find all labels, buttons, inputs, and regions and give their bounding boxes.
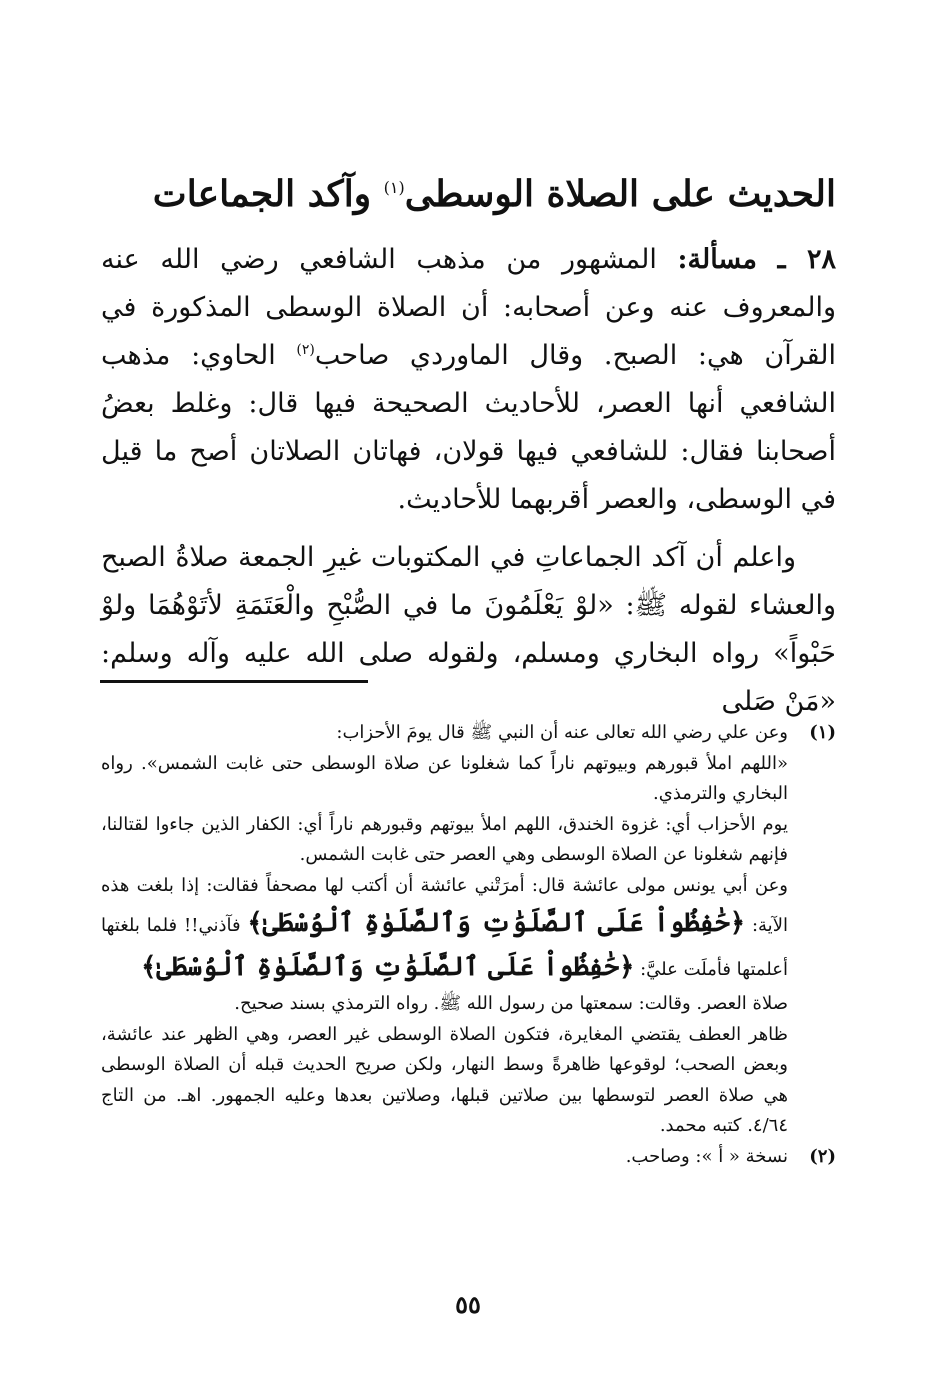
paragraph-1-text-b: الحاوي: مذهب الشافعي أنها العصر، للأحاديث الصحيحة فيها قال: وغلط بعضُ أصحابنا فقال: للشافعي فيها قولان، فهاتان الصلاتان أصح ما قيل في الوسطى، والعصر أقربهما للأحاديث. <box>101 340 836 515</box>
footnote-ref-1[interactable]: (١) <box>383 178 405 197</box>
footnote-2-text: نسخة « أ »: وصاحب. <box>625 1145 788 1167</box>
footnote-1-number: (١) <box>809 722 836 743</box>
footnote-2-number: (٢) <box>809 1145 836 1167</box>
footnote-1-line-2: «اللهم املأ قبورهم وبيوتهم ناراً كما شغلونا عن صلاة الوسطى حتى غابت الشمس». رواه البخاري والترمذي. <box>101 752 788 804</box>
quran-verse-1: ﴿حَٰفِظُواْ عَلَى ٱلصَّلَوَٰتِ وَٱلصَّلَوٰةِ ٱلْوُسْطَىٰ﴾ <box>247 908 746 938</box>
footnote-separator <box>100 680 368 683</box>
issue-number: ٢٨ ـ <box>777 244 837 275</box>
main-text <box>101 236 836 726</box>
paragraph-1-text-a: المشهور من مذهب الشافعي رضي الله عنه والمعروف عنه وعن أصحابه: أن الصلاة الوسطى المذكورة في القرآن هي: الصبح. وقال الماوردي صاحب <box>101 244 837 371</box>
footnote-1-line-3: يوم الأحزاب أي: غزوة الخندق، اللهم املأ بيوتهم وقبورهم ناراً أي: الكفار الذين جاءوا لقتالنا، فإنهم شغلونا عن الصلاة الوسطى وهي العصر حتى غابت الشمس. <box>101 813 788 865</box>
footnote-1-line-1: وعن علي رضي الله تعالى عنه أن النبي ﷺ قال يومَ الأحزاب: <box>336 722 788 743</box>
footnote-1-line-5-text: فآذني!! فلما بلغتها أعلمتها فأملَت عليَّ: <box>101 915 788 980</box>
issue-label: مسألة: <box>677 244 757 275</box>
footnote-2 <box>101 1142 836 1173</box>
footnote-1 <box>101 718 836 1142</box>
chapter-title <box>96 168 836 220</box>
quran-verse-2: ﴿حَٰفِظُواْ عَلَى ٱلصَّلَوَٰتِ وَٱلصَّلَوٰةِ ٱلْوُسْطَىٰ﴾ <box>141 952 635 982</box>
footnotes <box>101 718 836 1172</box>
chapter-title-text-b: وآكد الجماعات <box>152 173 384 215</box>
footnote-1-line-4 <box>101 871 788 990</box>
chapter-title-text-a: الحديث على الصلاة الوسطى <box>404 173 836 215</box>
footnote-1-line-4-text: وعن أبي يونس مولى عائشة قال: أمرَتْني عائشة أن أكتب لها مصحفاً فقالت: إذا بلغت هذه الآية: <box>101 874 788 936</box>
page-number: ٥٥ <box>455 1290 481 1319</box>
footnote-1-line-6: صلاة العصر. وقالت: سمعتها من رسول الله ﷺ. رواه الترمذي بسند صحيح. <box>234 993 788 1014</box>
paragraph-2: واعلم أن آكد الجماعاتِ في المكتوبات غيرِ الجمعة صلاةُ الصبح والعشاء لقوله ﷺ: «لوْ يَعْلَمُونَ ما في الصُّبْحِ والْعَتَمَةِ لأتَوْهُمَا ولوْ حَبْواً» رواه البخاري ومسلم، ولقوله صلى الله عليه وآله وسلم: «مَنْ صَلى <box>101 542 836 717</box>
footnote-1-line-7: ظاهر العطف يقتضي المغايرة، فتكون الصلاة الوسطى غير العصر، وهي الظهر عند عائشة، وبعض الصحب؛ لوقوعها ظاهرةً وسط النهار، ولكن صريح الحديث قبله أن الصلاة الوسطى هي صلاة العصر لتوسطها بين صلاتين قبلها، وصلاتين بعدها وعليه الجمهور. اهـ. من التاج ٤/٦٤. كتبه محمد. <box>101 1023 788 1136</box>
footnote-ref-2[interactable]: (٢) <box>296 342 315 358</box>
paragraph-issue-28 <box>101 236 836 524</box>
